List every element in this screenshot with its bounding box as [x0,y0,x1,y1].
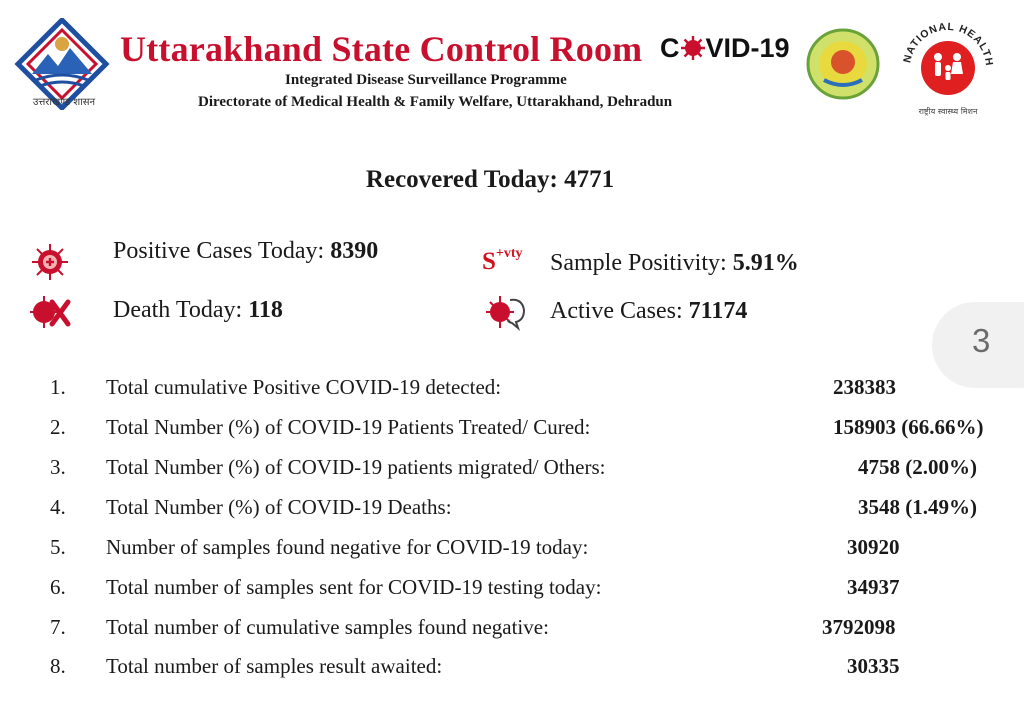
nhm-ring-text: NATIONAL HEALTH [901,20,996,68]
death-value: 118 [248,297,283,323]
positive-value: 8390 [330,238,379,264]
row-value: 3548 (1.49%) [858,495,977,519]
row-number: 2. [50,415,66,439]
row-value: 3792098 [822,615,896,639]
covid19-logo [660,33,790,69]
spr-icon-sup: +vty [495,246,523,261]
table-row [0,415,1024,441]
death-label: Death Today: [113,297,243,323]
govt-caption: उत्तराखण्ड शासन [32,97,96,108]
row-value: 34937 [847,575,900,599]
spr-icon-s: S [482,248,496,275]
table-row [0,535,1024,561]
row-number: 5. [50,535,66,559]
row-label: Total Number (%) of COVID-19 Patients Treated/ Cured: [106,415,591,439]
row-label: Total number of samples result awaited: [106,654,443,678]
recovered-label: Recovered Today: [365,166,558,193]
sample-positivity-icon [482,246,544,280]
active-label: Active Cases: [550,298,683,324]
row-label: Total number of cumulative samples found negative: [106,615,549,639]
table-row [0,654,1024,680]
row-number: 1. [50,375,66,399]
directorate-subtitle: Directorate of Medical Health & Family Welfare, Uttarakhand, Dehradun [198,94,673,110]
nhm-emblem-icon [893,10,1003,118]
programme-subtitle: Integrated Disease Surveillance Programme [285,72,567,88]
row-value: 30920 [847,535,900,559]
death-today [113,297,283,324]
death-icon [28,290,72,334]
table-row [0,615,1024,641]
row-label: Total number of samples sent for COVID-19 testing today: [106,575,602,599]
active-cases-icon [484,290,528,334]
row-number: 8. [50,654,66,678]
spr-label: Sample Positivity: [550,250,727,276]
spr-value: 5.91% [732,250,799,276]
row-number: 7. [50,615,66,639]
sample-positivity [550,250,799,277]
row-value: 4758 (2.00%) [858,455,977,479]
page-number: 3 [972,322,991,359]
recovered-value: 4771 [564,166,615,193]
row-label: Number of samples found negative for COVID-19 today: [106,535,589,559]
row-value: 30335 [847,654,900,678]
nhm-logo [893,10,1003,118]
covid-logo-text-end: VID-19 [705,33,790,63]
positive-cases-icon [28,240,72,284]
table-row [0,575,1024,601]
recovered-today [0,166,980,194]
positive-cases-today [113,238,378,265]
active-cases [550,298,747,325]
covid-logo-text-start: C [660,33,680,63]
nhm-tagline: राष्ट्रीय स्वास्थ्य मिशन [918,107,978,116]
virus-icon [680,35,706,61]
row-label: Total Number (%) of COVID-19 Deaths: [106,495,452,519]
row-number: 3. [50,455,66,479]
table-row [0,455,1024,481]
page-title: Uttarakhand State Control Room [120,29,643,69]
table-row [0,495,1024,521]
table-row [0,375,1024,401]
health-dept-emblem-icon [806,28,880,100]
row-number: 6. [50,575,66,599]
row-label: Total cumulative Positive COVID-19 detected: [106,375,502,399]
positive-label: Positive Cases Today: [113,238,325,264]
row-value: 238383 [833,375,896,399]
active-value: 71174 [688,298,748,324]
row-label: Total Number (%) of COVID-19 patients migrated/ Others: [106,455,606,479]
row-value: 158903 (66.66%) [833,415,984,439]
row-number: 4. [50,495,66,519]
